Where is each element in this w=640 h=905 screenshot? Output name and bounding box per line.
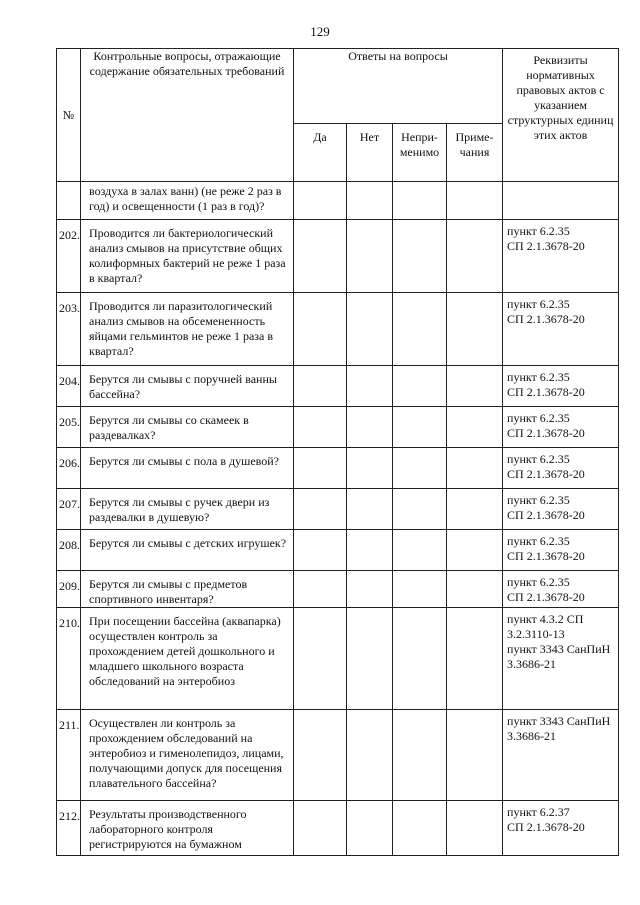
notes-cell[interactable] [447,182,503,220]
row-requisites: пункт 6.2.35 СП 2.1.3678-20 [503,571,619,608]
notes-cell[interactable] [447,448,503,489]
not-applicable-cell[interactable] [393,489,447,530]
table-row [57,571,619,608]
not-applicable-cell[interactable] [393,571,447,608]
yes-cell[interactable] [294,407,347,448]
table-row [57,220,619,293]
no-cell[interactable] [347,182,393,220]
header-yes: Да [294,124,347,182]
table-row [57,530,619,571]
row-question: Осуществлен ли контроль за прохождением обследований на энтеробиоз и гименолепидоз, лицами, получающими допуск для посещения плавательного бассейна? [81,710,294,801]
no-cell[interactable] [347,407,393,448]
not-applicable-cell[interactable] [393,710,447,801]
row-question: Результаты производственного лабораторного контроля регистрируются на бумажном [81,801,294,856]
row-requisites: пункт 6.2.35 СП 2.1.3678-20 [503,489,619,530]
no-cell[interactable] [347,530,393,571]
yes-cell[interactable] [294,571,347,608]
table-row [57,366,619,407]
row-requisites: пункт 6.2.35 СП 2.1.3678-20 [503,530,619,571]
row-number: 202. [57,220,81,293]
row-requisites [503,182,619,220]
row-requisites: пункт 4.3.2 СП 3.2.3110-13 пункт 3343 СанПиН 3.3686-21 [503,608,619,710]
row-number: 211. [57,710,81,801]
yes-cell[interactable] [294,220,347,293]
notes-cell[interactable] [447,710,503,801]
row-question: Берутся ли смывы с предметов спортивного инвентаря? [81,571,294,608]
row-requisites: пункт 6.2.35 СП 2.1.3678-20 [503,448,619,489]
table-row [57,489,619,530]
header-no: Нет [347,124,393,182]
yes-cell[interactable] [294,366,347,407]
table-row [57,182,619,220]
yes-cell[interactable] [294,801,347,856]
notes-cell[interactable] [447,801,503,856]
yes-cell[interactable] [294,489,347,530]
not-applicable-cell[interactable] [393,407,447,448]
no-cell[interactable] [347,293,393,366]
page-number: 129 [310,24,330,39]
table-row [57,608,619,710]
checklist-table [56,48,619,856]
notes-cell[interactable] [447,608,503,710]
yes-cell[interactable] [294,710,347,801]
row-number: 209. [57,571,81,608]
row-requisites: пункт 3343 СанПиН 3.3686-21 [503,710,619,801]
table-row [57,293,619,366]
notes-cell[interactable] [447,571,503,608]
no-cell[interactable] [347,710,393,801]
row-question: При посещении бассейна (аквапарка) осуществлен контроль за прохождением детей дошкольного и младшего школьного возраста обследований на энтеробиоз [81,608,294,710]
not-applicable-cell[interactable] [393,220,447,293]
not-applicable-cell[interactable] [393,182,447,220]
row-question: Берутся ли смывы с пола в душевой? [81,448,294,489]
not-applicable-cell[interactable] [393,448,447,489]
row-number: 203. [57,293,81,366]
row-number: 206. [57,448,81,489]
row-number: 210. [57,608,81,710]
yes-cell[interactable] [294,182,347,220]
row-requisites: пункт 6.2.35 СП 2.1.3678-20 [503,220,619,293]
table-row [57,407,619,448]
row-question: Берутся ли смывы с детских игрушек? [81,530,294,571]
yes-cell[interactable] [294,293,347,366]
no-cell[interactable] [347,489,393,530]
notes-cell[interactable] [447,220,503,293]
row-number: 204. [57,366,81,407]
table-row [57,801,619,856]
row-number: 212. [57,801,81,856]
row-requisites: пункт 6.2.35 СП 2.1.3678-20 [503,366,619,407]
notes-cell[interactable] [447,489,503,530]
no-cell[interactable] [347,448,393,489]
not-applicable-cell[interactable] [393,608,447,710]
row-number: 208. [57,530,81,571]
row-requisites: пункт 6.2.35 СП 2.1.3678-20 [503,407,619,448]
not-applicable-cell[interactable] [393,530,447,571]
notes-cell[interactable] [447,407,503,448]
header-number: № [57,49,81,182]
row-question: Берутся ли смывы с поручней ванны бассейна? [81,366,294,407]
row-number: 205. [57,407,81,448]
row-number: 207. [57,489,81,530]
not-applicable-cell[interactable] [393,366,447,407]
no-cell[interactable] [347,366,393,407]
table-row [57,710,619,801]
not-applicable-cell[interactable] [393,293,447,366]
notes-cell[interactable] [447,293,503,366]
header-answers: Ответы на вопросы [294,49,503,124]
row-question: воздуха в залах ванн) (не реже 2 раз в год) и освещенности (1 раз в год)? [81,182,294,220]
row-number [57,182,81,220]
header-not-applicable: Непри- менимо [393,124,447,182]
no-cell[interactable] [347,608,393,710]
row-question: Берутся ли смывы со скамеек в раздевалках? [81,407,294,448]
no-cell[interactable] [347,571,393,608]
header-requisites: Реквизиты нормативных правовых актов с указанием структурных единиц этих актов [503,49,619,182]
header-question: Контрольные вопросы, отражающие содержание обязательных требований [81,49,294,182]
yes-cell[interactable] [294,608,347,710]
yes-cell[interactable] [294,530,347,571]
notes-cell[interactable] [447,366,503,407]
row-requisites: пункт 6.2.37 СП 2.1.3678-20 [503,801,619,856]
no-cell[interactable] [347,220,393,293]
table-row [57,448,619,489]
yes-cell[interactable] [294,448,347,489]
row-question: Проводится ли паразитологический анализ смывов на обсемененность яйцами гельминтов не реже 1 раза в квартал? [81,293,294,366]
not-applicable-cell[interactable] [393,801,447,856]
header-notes: Приме- чания [447,124,503,182]
notes-cell[interactable] [447,530,503,571]
row-question: Берутся ли смывы с ручек двери из раздевалки в душевую? [81,489,294,530]
row-question: Проводится ли бактериологический анализ смывов на присутствие общих колиформных бактерий не реже 1 раза в квартал? [81,220,294,293]
row-requisites: пункт 6.2.35 СП 2.1.3678-20 [503,293,619,366]
no-cell[interactable] [347,801,393,856]
